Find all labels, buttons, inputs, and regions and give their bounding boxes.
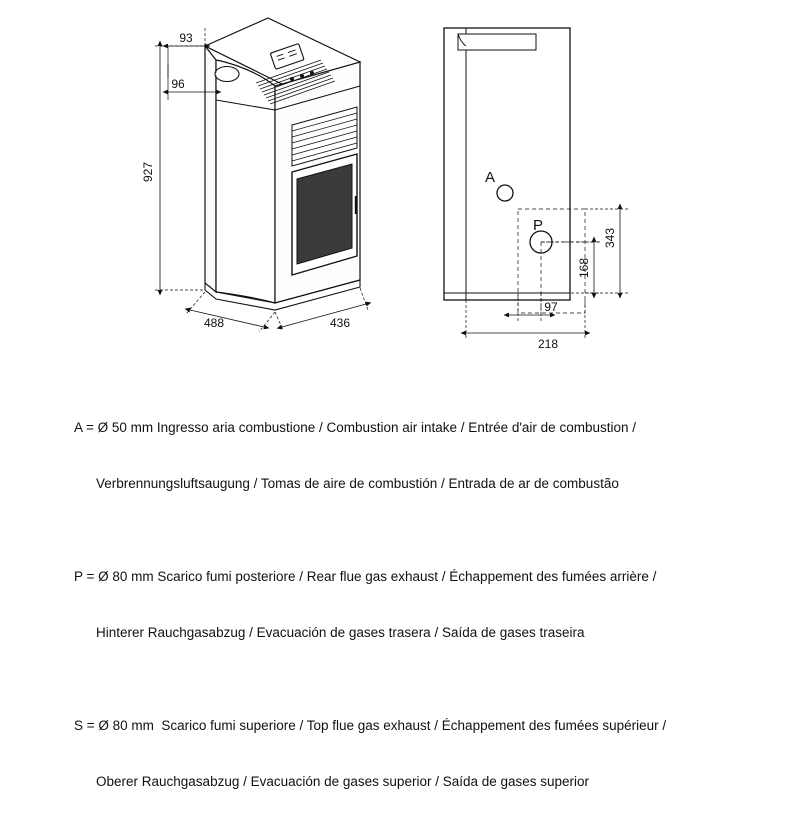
dimension-97-label: 97 — [544, 300, 558, 314]
callout-p-label: P — [532, 217, 544, 234]
dimension-96-label: 96 — [171, 77, 185, 91]
legend-s-line1: S = Ø 80 mm Scarico fumi superiore / Top flue gas exhaust / Échappement des fumées supérieur / — [74, 718, 667, 733]
dimension-93 — [168, 28, 205, 78]
perspective-view — [141, 18, 368, 332]
control-knob-icon — [215, 67, 239, 82]
dimension-436-label: 436 — [329, 316, 351, 330]
legend-a-line1: A = Ø 50 mm Ingresso aria combustione / Combustion air intake / Entrée d'air de combustion / — [74, 420, 636, 435]
legend-a-line2: Verbrennungsluftsaugung / Tomas de aire de combustión / Entrada de ar de combustão — [96, 475, 619, 491]
dimension-218 — [466, 300, 585, 351]
legend-item-p — [74, 531, 774, 679]
rear-body — [444, 28, 570, 300]
stove-front-curved-face — [216, 60, 275, 303]
dimension-488-label: 488 — [203, 316, 225, 330]
dimension-93-label: 93 — [179, 31, 193, 45]
door-glass — [297, 164, 352, 264]
callout-a-label: A — [484, 169, 496, 186]
dimension-343-label: 343 — [603, 227, 617, 249]
dimension-168-label: 168 — [577, 257, 591, 279]
legend-item-a — [74, 382, 774, 530]
dimension-927-label: 927 — [141, 161, 155, 183]
rear-lid — [458, 34, 536, 50]
legend — [74, 382, 774, 829]
port-a-circle — [497, 185, 513, 201]
dimension-218-label: 218 — [537, 337, 559, 351]
legend-p-line2: Hinterer Rauchgasabzug / Evacuación de gases trasera / Saída de gases traseira — [96, 624, 585, 640]
legend-item-s — [74, 680, 774, 828]
dimension-343 — [585, 209, 628, 293]
stove-left-face — [205, 46, 216, 292]
rear-view — [444, 28, 628, 351]
legend-s-line2: Oberer Rauchgasabzug / Evacuación de gases superior / Saída de gases superior — [96, 773, 590, 789]
legend-p-line1: P = Ø 80 mm Scarico fumi posteriore / Rear flue gas exhaust / Échappement des fumées arrière / — [74, 569, 657, 584]
